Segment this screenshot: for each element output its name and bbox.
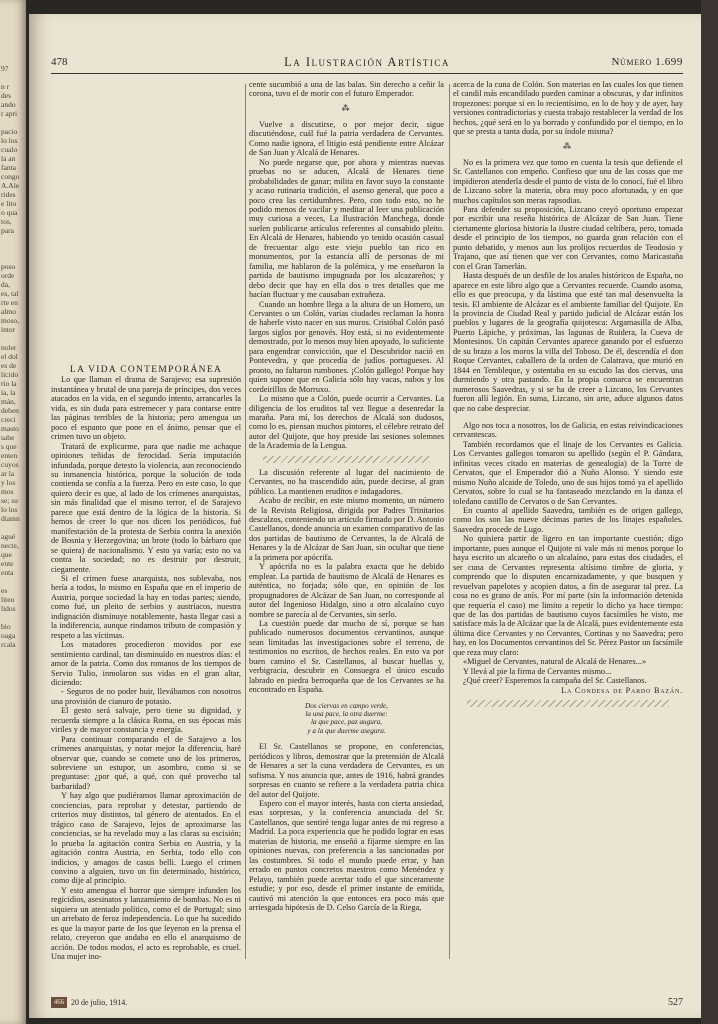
heraldic-verse [249,702,444,736]
paragraph: Vuelve a discutirse, o por mejor decir, sigue discutiéndose, cuál fué la patria verdadera de Cervantes. Como nadie ignora, el litigio está pendiente entre Alcázar de San Juan y Alcalá de Henares. [249,119,444,158]
header-rule [51,73,683,74]
paragraph: ¿Qué creer? Esperemos la campaña del Sr. Castellanos. [463,676,647,686]
column-2 [249,80,444,912]
page-footer [51,997,683,1011]
paragraph: Y llevá al pie la firma de Cervantes mismo... [463,666,612,676]
paragraph: Espero con el mayor interés, hasta con cierta ansiedad, esas sorpresas, y la conferencia anunciada del Sr. Castellanos, que sentiré tenga lugar antes de mi regreso a Madrid. La poca experiencia que he podido lograr en esas materias de historia, me enseñó a fijarme siempre en las opiniones nuevas, con preferencia a las sancionadas por las costumbres. Si todo el mundo puede errar, y han errado en puntos concretos maestros como Menéndez y Pelayo, también puede acertar todo el que sinceramente estudie; y por eso, desde el primer instante de emitida, cautivó mi atención la que entonces era poco más que arriesgada hipótesis de D. Celso García de la Riega, [249,798,444,912]
paragraph: Tratará de explicarme, para que nadie me achaque opiniones teñidas de ferocidad. Sería imputación infundada, porque detesto la violencia, aun reconociendo su inmanencia histórica, porque la solución de toda contienda se confía a la fuerza. Pero en este caso, lo que quiero decir es que, al lado de los crímenes anarquistas, sin más finalidad que el mismo terror, el de Sarajevo parece que está dentro de la lógica de la historia. Si hemos de creer lo que nos dicen los periódicos, fué manifestación de la protesta de Serbia contra la anexión de Bosnia y Herzegovina; un brote (todo lo bárbaro que se quiera) de nacionalismo. Y esto ya varía; esto no va contra la sociedad; no es destruir por destruir, ciegamente. [51,441,241,574]
paragraph: Y esto amengua el horror que siempre infunden los regicidios, asesinatos y lanzamiento de bombas. No es ni siquiera un atentado político, como el de Portugal; sino un arrebato de feroz independencia. Lo que ha sucedido es que la mayor parte de los que leyeron en la prensa el relato, creyeron que andaba en ello el anarquismo de acción. De todos modos, el acto es reprobable, es cruel. Una mujer ino- [51,885,241,962]
paragraph: Lo que llaman el drama de Sarajevo; esa supresión instantánea y brutal de una pareja de príncipes, dos veces atacados en la vida, en el segundo intento, arrancarles la vida, es sin duda para estremecer y para contarse entre las páginas terribles de la historia; pero amengua un poco el espanto que pone en el ánimo, pensar que el crimen tuvo un objeto. [51,375,241,442]
paragraph: Acabo de recibir, en este mismo momento, un número de la Revista Religiosa, dirigida por Padres Trinitarios descalzos, conteniendo un artículo firmado por D. Antonio Castellanos, donde anuncia un examen comparativo de las dos partidas de bautismo de Cervantes, la de Alcalá de Henares y la de Alcázar de San Juan, sin ocultar que tiene a la primera por apócrifa. [249,496,444,562]
paragraph: El gesto será salvaje, pero tiene su dignidad, y recuerda siempre a la clásica Roma, en sus épocas más viriles y de mayor constancia y energía. [51,706,241,735]
previous-page-edge [0,0,26,1024]
page-header [51,54,683,74]
paragraph: «Miguel de Cervantes, natural de Alcalá de Henares...» [463,657,647,667]
paragraph: Lo mismo que a Colón, puede ocurrir a Cervantes. La diligencia de los eruditos tal vez llegue a desenredar la maraña. Para mí, los derechos de Alcalá son dudosos, como lo es, piensan muchos pintores, el célebre retrato del autor del Quijote, que hoy preside las sesiones solemnes de la Academia de la Lengua. [249,394,444,451]
paragraph: No quisiera partir de ligero en tan importante cuestión; digo importante, pues aunque el Quijote ni vale más ni menos porque lo haya escrito un alcareño o un alcalaíno, para estas dos ciudades, el ser cuna de Cervantes representa altísimo timbre de gloria, y comprendo que lo disputen encarnizadamente, y que busquen y revuelvan papelotes y acopien datos, a fin de asegurar tal prez. La cosa no es grano de anís. Por mí parte (sin la información detenida que requería el caso) me limito a repetir lo dicho ya hace tiempo: que de las dos partidas de bautismo cuyos facsímiles he visto, me satisface más la de Alcázar que la de Alcalá, pues evidentemente esta última dice Cervantes y no Cervantes, Cortinas y no Saavedra; pero hay, en los Documentos cervantinos del Sr. Pérez Pastor un facsímile que reza muy claro: [453,534,683,657]
column-divider-1 [245,84,246,959]
verse-line: la que pace, paz augura, [310,718,383,727]
magazine-page [29,14,701,1018]
verse-line: y a la que duerme asegura. [307,726,386,735]
section-stars: ⁂ [563,141,573,151]
column-divider-2 [449,84,450,959]
paragraph: Para defender su proposición, Lizcano creyó oportuno empezar por escribir una reseña histórica de Alcázar de San Juan. Tiene ciertamente gloriosa historia la ilustre ciudad celtíbera, pero, tomada desde el principio de los tiempos, no guarda gran relación con el punto debatido, y menos aun los prolijos recuerdos de Teodosio y Trajano, que así tienen que ver con Cervantes, como Maricastaña con el Gran Tamerlán. [453,204,683,271]
paragraph: - Seguros de no poder huir, llevábamos con nosotros una provisión de cianuro de potasio. [51,687,241,706]
paragraph: No puede negarse que, por ahora y mientras nuevas pruebas no se aducen, Alcalá de Henares tiene probabilidades de ganar; milita en favor suyo la constante y acaso rutinaria tradición, el asenso general, que poco a poco crea las certidumbres. Pero, con todo esto, no he podido menos de vacilar y meditar al leer una publicación muy curiosa a veces, La Ilustración Manchega, donde suelen publicarse artículos referentes al consabido pleito. En Alcalá de Henares, habiendo yo tenido ocasión casual de frecuentar algo este viejo pueblo tan rico en monumentos, por la estancia allí de personas de mi familia, me hablaron de la polémica, y me enseñaron la partida de bautismo impugnada por los alcazareños; y debo decir que hay en ella dos o tres detalles que me hacían fluctuar y me causaban extrañeza. [249,157,444,300]
paragraph: acerca de la cuna de Colón. Son materias en las cuales los que tienen el candil más encandilado pueden caminar a obscuras, y dar infinitos tropezones: porque si en lo recientísimo, en lo de hoy y de ayer, hay versiones contradictorias y cuesta trabajo restablecer la verdad de los hechos, ¿qué será en lo ya borrado y confundido por el tiempo, en lo que se presta a tanta duda, por su índole misma? [453,80,683,137]
column-3 [453,80,683,707]
section-stars: ⁂ [341,103,352,113]
paragraph: Algo nos toca a nosotros, los de Galicia, en estas reivindicaciones cervantescas. [453,420,683,440]
verse-line: Dos ciervas en campo verde, [305,701,388,710]
paragraph: No es la primera vez que tomo en cuenta la tesis que defiende el Sr. Castellanos con empeño. Confieso que una de las cosas que me impidieron atenderla desde el punto de vista de lo conocí, fué el libro de Lizcano sobre la materia, obra muy poco afortunada, y en que muchos capítulos son meras rapsodias. [453,157,683,205]
paragraph: Cuando un hombre llega a la altura de un Homero, un Cervantes o un Colón, varias ciudades reclaman la honra de haberle visto nacer en sus muros. Cristóbal Colón pasó largos siglos por genovés. Hoy está, si no evidentemente demostrado, por lo menos muy bien apoyado, lo suficiente para engendrar convicción, que el Descubridor nació en Pontevedra, y que procedía de judíos portugueses. Al pronto, no faltaron rumbones. ¡Colón gallego! Porque hay quien supone que en Galicia sólo hay vacas, nabos y los cordeirillos de Morruxo. [249,299,444,394]
publisher-logo: 466 [51,997,67,1008]
paragraph: La cuestión puede dar mucho de sí, porque se han publicado numerosos documentos cervantinos, aunque sean limitadas las investigaciones sobre el terreno, de testimonios no escritos, de hechos reales. En esto va por buen camino el Sr. Castellanos, al buscar huellas y, verbigracia, descubrir en Consuegra el único escudo labrado en piedra berroqueña que de los Cervantes se ha encontrado en España. [249,619,444,695]
column-1-top-space [51,80,241,366]
paragraph: Y apócrifa no es la palabra exacta que he debido emplear. La partida de bautismo de Alcalá de Henares es auténtica, no forjada; sólo que, en opinión de los propugnadores de Alcázar de San Juan, no corresponde al autor del Ingenioso Hidalgo, sino a otro alcalaíno cuyo nombre se parecía al de Cervantes, sin serlo. [249,562,444,619]
wavy-divider [467,700,669,707]
paragraph: La discusión referente al lugar del nacimiento de Cervantes, no ha trascendido aún, puede decirse, al gran público. La mantienen eruditos e indagadores. [249,467,444,496]
paragraph: También recordamos que el linaje de los Cervantes es Galicia. Los Cervantes gallegos tomaron su apellido (según el P. Gándara, infinitas veces citado en materias de genealogía) de la Torre de Cervatos, que el Emperador dió a Nuño Alonso. Y siendo este mismo Nuño alcaide de Toledo, uno de sus hijos tomó ya el apellido Cervatos, sobre lo cual se ha fantaseado mezclando en la danza el toledano castillo de Cervatos o de San Cervantes. [453,439,683,506]
wavy-divider [263,456,430,463]
magazine-title: La Ilustración Artística [284,55,450,69]
folio-number: 527 [668,997,683,1008]
paragraph: cente sucumbió a una de las balas. Sin derecho a ceñir la corona, tuvo el de morir con el futuro Emperador. [249,80,444,99]
paragraph: Los matadores procedieron movidos por ese sentimiento cardinal, tan disminuído en nuestros días: el amor de la patria. Como dos romanos de los tiempos de Servio Tulio, inmolaron sus vidas en el gran altar, diciendo: [51,640,241,687]
background-edge [701,0,718,1024]
previous-page-fragment: 97 n r des ando r apri pacio lo los cualo la an fanta congo A.Ale rides e lito o qua tos, para poso orde da, es, tal rte en almo moso, intor noler el dol es de licido rio la ía, la mán, deben creci masto sabe s que enten cuyos ar la y los mos se; su lo los diamn agué necte, que ente enta es liteo lidos bio oaga rcala [1,64,20,649]
paragraph: Para continuar comparando el de Sarajevo a los crímenes anarquistas, y notar mejor la diferencia, haré observar que, cuando se comete uno de los primeros, sobreviene un estupor, un asombro, como si se preguntase: ¿por qué, a qué, con qué provecho tal barbaridad? [51,734,241,791]
paragraph: Y hay algo que pudiéramos llamar aproximación de conciencias, para reprobar y detestar, partiendo de criterios muy distintos, tal género de atentados. En el trágico caso de Sarajevo, lejos de aproximarse las conciencias, se ha revelado muy a las claras su escisión; lo prueba la agitación contra Serbia en Austria, y la agitación contra Austria, en Serbia, todo ello con indicios, y amagos de casus belli. Luego el crimen convino a alguien, tuvo un fin determinado, histórico, como dije al principio. [51,791,241,886]
issue-number: Número 1.699 [611,56,683,68]
column-1 [51,80,241,962]
issue-date: 20 de julio, 1914. [71,998,128,1007]
paragraph: En cuanto al apellido Saavedra, también es de origen gallego, como los son las nueve décimas partes de los linajes españoles. Saavedra procede de Lugo. [453,506,683,534]
paragraph: El Sr. Castellanos se propone, en conferencias, periódicos y libros, demostrar que la pretensión de Alcalá de Henares a ser la cuna verdadera de Cervantes, es un sofisma. Y nos anuncia que, antes de 1916, habrá grandes sorpresas en cuanto se refiere a la verdadera patria chica del autor del Quijote. [249,742,444,799]
section-heading: LA VIDA CONTEMPORÁNEA [69,365,223,375]
page-number: 478 [51,56,68,68]
paragraph: Si el crimen fuese anarquista, nos sublevaba, nos hería a todos, lo mismo en España que en el imperio de Austria, porque sociedad la hay en todas partes; siendo, como fué, un pleito de serbios y austríacos, nuestra indignación disminuye notablemente, hasta llegar casi a la indiferencia, aunque rindamos tributo de compasión y respeto a las víctimas. [51,573,241,640]
verse-line: la una pace, la otra duerme: [305,710,388,719]
author-signature: La Condesa de Pardo Bazán. [561,685,683,695]
paragraph: Hasta después de un desfile de los anales históricos de España, no aparece en este libro algo que a Cervantes recuerde. Cuando asoma, ello es que preocupa, y da lástima que esté tan mal desenvuelta la tesis. El ambiente de Alcázar es el ambiente familiar del Quijote. En la provincia de Ciudad Real y partido judicial de Alcázar están los pueblos y lugares de la geografía quijotesca: Argamasilla de Alba, Puerto Lápiche, y próximas, las lagunas de Ruidera, la Cueva de Montesinos. Un capitán Cervantes aparece ganando por el esfuerzo de su brazo a los moros la villa del Toboso. De él, descendía el don Roque Cervantes, caballero de la orden de Calatrava, que murió en 1844 en Tembleque, y ostentaba en su escudo las dos ciervas, una durmiendo y otra pastando. En la propia comarca se encuentran numerosos Saavedras, y si se ha de creer a Lizcano, los Cervantes fueron allí legión. En suma, Lizcano, sin arte, aduce algunos datos que no cabe despreciar. [453,271,683,413]
